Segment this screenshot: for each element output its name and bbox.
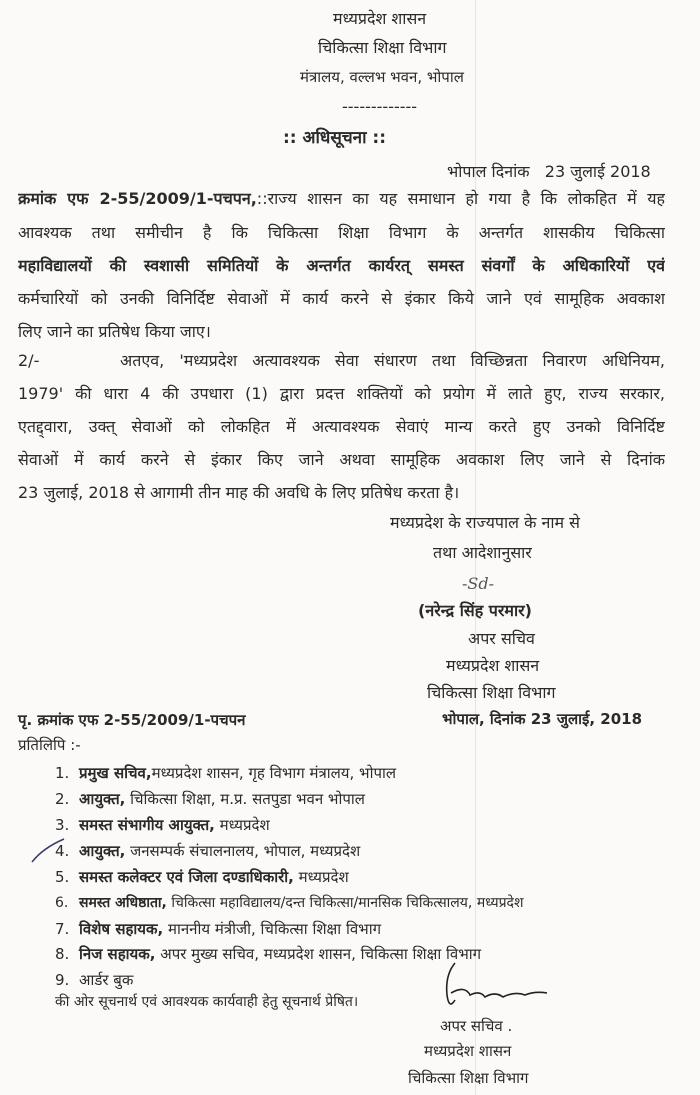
para2-line-2: 1979' की धारा 4 की उपधारा (1) द्वारा प्रदत्त शक्तियों को प्रयोग में लाते हुए, राज्य सरकार,: [18, 384, 665, 403]
copy-item: 7. विशेष सहायक, माननीय मंत्रीजी, चिकित्सा शिक्षा विभाग: [55, 920, 382, 938]
para2-number: 2/-: [18, 351, 40, 370]
signatory-govt: मध्यप्रदेश शासन: [446, 656, 540, 675]
copy-item: 8. निज सहायक, अपर मुख्य सचिव, मध्यप्रदेश शासन, चिकित्सा शिक्षा विभाग: [55, 945, 482, 963]
copy-item: 6. समस्त अधिष्ठाता, चिकित्सा महाविद्यालय/दन्त चिकित्सा/मानसिक चिकित्सालय, मध्यप्रदेश: [55, 895, 524, 911]
para2-line-4: सेवाओं में कार्य करने से इंकार किए जाने अथवा सामूहिक अवकाश लिए जाने से दिनांक: [18, 450, 665, 469]
signature-sd: -Sd-: [462, 574, 495, 593]
para1-line-5: लिए जाने का प्रतिषेध किया जाए।: [18, 322, 211, 341]
handwritten-signature: [425, 955, 555, 1015]
tick-mark-icon: [28, 836, 68, 866]
para1-line-4: कर्मचारियों को उनकी विनिर्दिष्ट सेवाओं में कार्य करने से इंकार किये जाने एवं सामूहिक अवकाश: [18, 289, 665, 308]
para2-line-3: एतद्द्वारा, उक्त् सेवाओं को लोकहित में अत्यावश्यक सेवाएं मान्य करते हुए उनको विनिर्दिष्ट: [18, 417, 665, 436]
copy-item: 3. समस्त संभागीय आयुक्त, मध्यप्रदेश: [55, 816, 270, 834]
header-rule: -------------: [342, 97, 418, 116]
para1-line-3: महाविद्यालयों की स्वशासी समितियों के अन्तर्गत कार्यरत् समस्त संवर्गों के अधिकारियों एवं: [18, 256, 665, 275]
copy-date: भोपाल, दिनांक 23 जुलाई, 2018: [442, 710, 643, 728]
copy-item: 1. प्रमुख सचिव,मध्यप्रदेश शासन, गृह विभाग मंत्रालय, भोपाल: [55, 764, 397, 782]
copy-item: 2. आयुक्त, चिकित्सा शिक्षा, म.प्र. सतपुडा भवन भोपाल: [55, 790, 365, 808]
notification-title: :: अधिसूचना ::: [283, 128, 387, 148]
authority-line-1: मध्यप्रदेश के राज्यपाल के नाम से: [390, 513, 580, 532]
copy-dept: चिकित्सा शिक्षा विभाग: [408, 1069, 529, 1087]
authority-line-2: तथा आदेशानुसार: [433, 543, 532, 562]
para1-line-1: क्रमांक एफ 2-55/2009/1-पचपन,::राज्य शासन का यह समाधान हो गया है कि लोकहित में यह: [18, 189, 665, 208]
header-address: मंत्रालय, वल्लभ भवन, भोपाल: [300, 68, 464, 86]
notification-date: भोपाल दिनांक 23 जुलाई 2018: [447, 162, 651, 181]
copy-govt: मध्यप्रदेश शासन: [424, 1042, 512, 1060]
copy-label: प्रतिलिपि :-: [18, 736, 81, 754]
signatory-designation: अपर सचिव: [468, 629, 535, 648]
copy-designation: अपर सचिव .: [440, 1017, 513, 1035]
signatory-name: (नरेन्द्र सिंह परमार): [418, 601, 532, 620]
copy-ref: पृ. क्रमांक एफ 2-55/2009/1-पचपन: [18, 711, 246, 729]
header-dept: चिकित्सा शिक्षा विभाग: [318, 38, 447, 57]
copy-item: 9. आर्डर बुक: [55, 971, 134, 989]
copy-item: 5. समस्त कलेक्टर एवं जिला दण्डाधिकारी, मध्यप्रदेश: [55, 868, 349, 886]
copy-closing: की ओर सूचनार्थ एवं आवश्यक कार्यवाही हेतु सूचनार्थ प्रेषित।: [55, 994, 359, 1010]
signatory-dept: चिकित्सा शिक्षा विभाग: [427, 683, 556, 702]
copy-item: 4. आयुक्त, जनसम्पर्क संचालनालय, भोपाल, मध्यप्रदेश: [55, 842, 361, 860]
para2-line-1: अतएव, 'मध्यप्रदेश अत्यावश्यक सेवा संधारण तथा विच्छिन्नता निवारण अधिनियम,: [120, 351, 665, 370]
order-ref: क्रमांक एफ 2-55/2009/1-पचपन,: [18, 189, 257, 208]
para1-line-2: आवश्यक तथा समीचीन है कि चिकित्सा शिक्षा विभाग के अन्तर्गत शासकीय चिकित्सा: [18, 223, 665, 242]
header-govt: मध्यप्रदेश शासन: [333, 9, 427, 28]
para2-line-5: 23 जुलाई, 2018 से आगामी तीन माह की अवधि के लिए प्रतिषेध करता है।: [18, 483, 460, 502]
